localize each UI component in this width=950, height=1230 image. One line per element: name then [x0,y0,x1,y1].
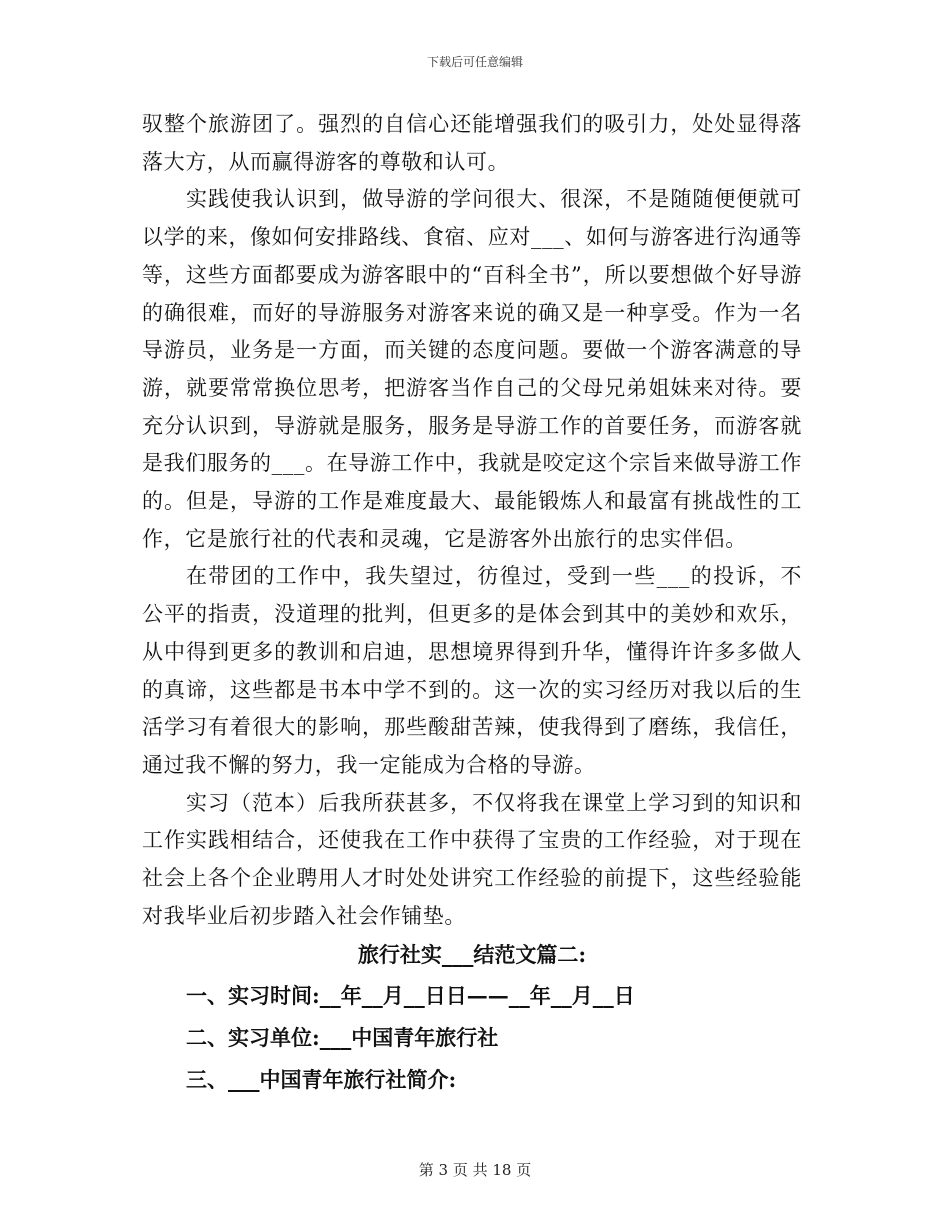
section-title: 旅行社实___结范文篇二: [357,942,587,968]
paragraph-continuation: 驭整个旅游团了。强烈的自信心还能增强我们的吸引力，处处显得落落大方，从而赢得游客的尊敬和认可。 [142,112,802,174]
document-body [142,106,802,1101]
section-item-time: 一、实习时间:__年__月__日日——__年__月__日 [186,983,635,1009]
paragraph-practice-insight: 实践使我认识到，做导游的学问很大、很深，不是随随便便就可以学的来，像如何安排路线、食宿、应对___、如何与游客进行沟通等等，这些方面都要成为游客眼中的“百科全书”，所以要想做个好导游的确很难，而好的导游服务对游客来说的确又是一种享受。作为一名导游员，业务是一方面，而关键的态度问题。要做一个游客满意的导游，就要常常换位思考，把游客当作自己的父母兄弟姐妹来对待。要充分认识到，导游就是服务，服务是导游工作的首要任务，而游客就是我们服务的___。在导游工作中，我就是咬定这个宗旨来做导游工作的。但是，导游的工作是难度最大、最能锻炼人和最富有挑战性的工作，它是旅行社的代表和灵魂，它是游客外出旅行的忠实伴侣。 [142,187,802,551]
page-header-note: 下载后可任意编辑 [426,55,523,69]
paragraph-internship-gains: 实习（范本）后我所获甚多，不仅将我在课堂上学习到的知识和工作实践相结合，还使我在工作中获得了宝贵的工作经验，对于现在社会上各个企业聘用人才时处处讲究工作经验的前提下，这些经验能对我毕业后初步踏入社会作铺垫。 [142,790,802,928]
page-number-footer: 第 3 页 共 18 页 [418,1161,532,1179]
paragraph-tour-experience: 在带团的工作中，我失望过，彷徨过，受到一些___的投诉，不公平的指责，没道理的批判，但更多的是体会到其中的美妙和欢乐，从中得到更多的教训和启迪，思想境界得到升华，懂得许许多多做人的真谛，这些都是书本中学不到的。这一次的实习经历对我以后的生活学习有着很大的影响，那些酸甜苦辣，使我得到了磨练，我信任，通过我不懈的努力，我一定能成为合格的导游。 [142,564,802,777]
section-item-intro: 三、___中国青年旅行社简介: [186,1067,457,1093]
section-item-unit: 二、实习单位:___中国青年旅行社 [186,1025,499,1051]
